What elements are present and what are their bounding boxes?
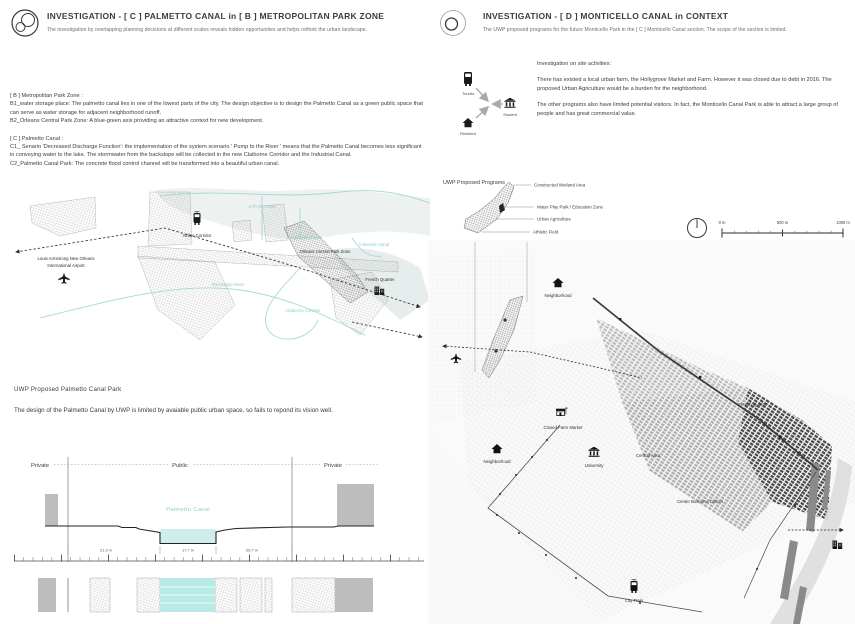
- strip-solid-right: [335, 578, 373, 612]
- label-neighborhood-top: Neighborhood: [544, 293, 572, 298]
- notes-c2: C2_Palmetto Canal Park: The concrete flood control channel will be transformed into a beautiful urban canal.: [10, 160, 280, 167]
- scale-bar: [722, 229, 843, 238]
- actor-label-tourist: Tourist: [462, 91, 474, 96]
- left-notes-block: [10, 92, 424, 168]
- scale-label-500: 500 m: [776, 220, 789, 225]
- label-mississippi-river: Mississippi River: [212, 282, 244, 287]
- programs-legend: [438, 176, 663, 246]
- tram-icon: [194, 212, 201, 226]
- label-closed-farm-market: Closed Farm Market: [543, 425, 583, 430]
- label-airline-corridor: Airline Corridor: [182, 233, 212, 238]
- activities-heading: Investigation on site activities:: [537, 61, 611, 67]
- left-page-title: INVESTIGATION - [ C ] PALMETTO CANAL in [ B ] METROPOLITAN PARK ZONE: [47, 11, 385, 21]
- label-french-quarter: French Quarter: [365, 277, 395, 282]
- notes-spacer: [10, 126, 424, 135]
- student-bank-icon: [505, 98, 516, 108]
- north-indicator-icon: [688, 219, 707, 238]
- scale-label-1000: 1000 m: [836, 220, 850, 225]
- right-context-map: [428, 240, 855, 624]
- legend-item-waterplay: Water Play Park / Education Zone: [537, 204, 603, 210]
- scale-label-0: 0 m: [718, 220, 726, 225]
- label-neighborhood-left: Neighborhood: [483, 459, 511, 464]
- actor-arrows: [476, 88, 503, 118]
- label-17th-st-canal: 17th St. Canal: [248, 204, 276, 209]
- canal-cross-section: [0, 450, 430, 572]
- label-french-quarter-right: French Quarter: [738, 402, 768, 407]
- zone-label-public: Public: [172, 463, 188, 469]
- actor-label-student: Student: [503, 112, 517, 117]
- activities-p2: The other programs also have limited potential visitors. In fact, the Monticello Canal Park is able to attract a large group of people and has great commercial value.: [537, 102, 838, 117]
- dim-right: 26.7 m: [246, 547, 258, 553]
- notes-c-heading: [ C ] Palmetto Canal :: [10, 135, 64, 142]
- right-page-title: INVESTIGATION - [ D ] MONTICELLO CANAL in CONTEXT: [483, 11, 729, 21]
- label-claiborne-corridor: Claiborne Corridor: [285, 308, 321, 313]
- label-central-area: Central Area: [636, 453, 660, 458]
- label-industrial-canal: Industrial Canal: [359, 242, 389, 247]
- proposal-body: The design of the Palmetto Canal by UWP is limited by avaiable public urban space, so fails to repond its vision well.: [14, 407, 333, 414]
- strip-solid-left: [38, 578, 56, 612]
- canal-plan-strip: [0, 572, 430, 624]
- wedge-node-1: [503, 318, 506, 321]
- tourist-bus-icon: [464, 72, 472, 86]
- notes-c1: C1_ Senario 'Decreased Discharge Function': the implementation of the system scenario ' Pump to the River ' means that the Palmetto Canal becomes less significant in conveying water to the lake. The stormwater from the backslope will be collected in the new Claiborne Corridor and the Industrial Canal.: [10, 143, 422, 159]
- notes-b2: B2_Orleans Central Park Zone: A blue-green axis providing an attractive context for new development.: [10, 118, 264, 125]
- legend-item-wetland: Constructed Wetland Area: [534, 182, 586, 188]
- actor-label-resident: Resident: [460, 131, 476, 136]
- section-canal-label: Palmetto Canal: [166, 507, 210, 513]
- dim-center: 17.7 m: [182, 547, 194, 553]
- dim-left: 21.9 m: [100, 547, 112, 553]
- legend-item-agriculture: Urban Agriculture: [537, 216, 571, 222]
- proposal-heading: UWP Proposed Palmetto Canal Park: [14, 386, 122, 393]
- resident-house-icon: [463, 118, 474, 127]
- activities-p1: There has existed a local urban farm, the Hollygrove Market and Farm. However it was closed due to debt in 2016. The proposed Urban Agriculture would be a burden for the neighborhood.: [537, 77, 832, 92]
- label-airport-line1: Louis Armstrong New Orleans: [37, 256, 95, 261]
- legend-canal-shape: [464, 182, 514, 233]
- left-city-map: [0, 186, 430, 382]
- building-block-right: [337, 484, 374, 526]
- section-ruler: [14, 558, 424, 561]
- left-page-logo: [9, 7, 41, 39]
- notes-b-heading: [ B ] Metropolitan Park Zone :: [10, 93, 83, 99]
- route-east-dot-1: [794, 504, 796, 506]
- legend-title: UWP Proposed Programs: [443, 180, 505, 186]
- route-east-dot-2: [756, 568, 758, 570]
- airplane-icon: [58, 273, 69, 284]
- activities-block: [537, 60, 849, 126]
- left-page-subtitle: The investigation by overlapping planning decisions at different scales reveals hidden opportunities and helps rethink the urban landscape.: [47, 27, 368, 33]
- label-city-train: City Train: [624, 598, 644, 603]
- right-page-subtitle: The UWP proposed programs for the future Monticello Park in the [ C ] Monticello Canal section. The scope of the section is limited.: [483, 27, 787, 33]
- label-orleans-zone: Orleans Central Park Zone: [299, 249, 351, 254]
- right-page-logo: [438, 8, 468, 38]
- building-block-left: [45, 494, 58, 526]
- label-university: University: [584, 463, 604, 468]
- canal-water-fill: [161, 529, 216, 544]
- label-palmetto-canal: Palmetto Canal: [291, 235, 321, 240]
- city-train-tram-icon: [631, 580, 638, 594]
- notes-b1: B1_water storage place: The palmetto canal lies in one of the lowest parts of the city. The design objective is to design the Palmetto Canal as a green public space that can serve as water storage for adjacent neighborhood runoff.: [10, 101, 423, 116]
- legend-item-athletic: Athletic Field: [533, 229, 559, 235]
- strip-divider: [67, 578, 69, 612]
- zone-label-private-left: Private: [30, 463, 50, 469]
- label-cbd: Center Business District: [677, 499, 723, 504]
- zone-label-private-right: Private: [323, 463, 343, 469]
- label-airport-line2: International Airport: [47, 263, 85, 268]
- north-and-scalebar: [685, 212, 850, 242]
- actors-diagram: [450, 58, 540, 143]
